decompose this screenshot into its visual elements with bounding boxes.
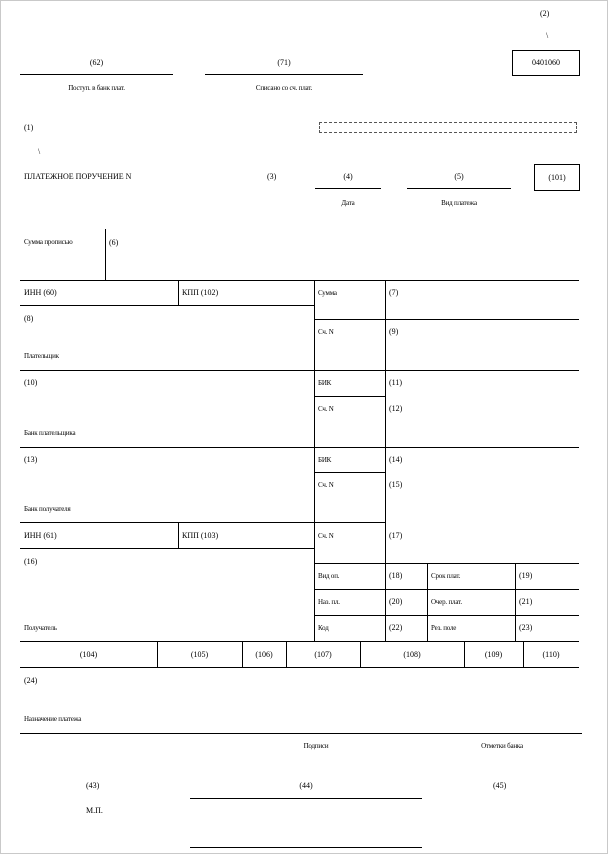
field-101-box[interactable] — [534, 164, 580, 191]
label-payer-account: Сч. N — [318, 328, 334, 336]
stamp-label: М.П. — [86, 806, 103, 815]
field-23[interactable]: (23) — [519, 623, 533, 632]
field-1: (1) — [24, 123, 34, 132]
grid-col-515 — [515, 563, 516, 641]
field-44[interactable]: (44) — [299, 781, 313, 790]
field-18[interactable]: (18) — [389, 571, 403, 580]
field-16[interactable]: (16) — [24, 557, 38, 566]
label-purpose-type: Наз. пл. — [318, 598, 340, 606]
grid-line-472 — [314, 472, 385, 473]
payer-inn[interactable]: ИНН (60) — [24, 288, 57, 297]
grid-line-615 — [314, 615, 579, 616]
field-24[interactable]: (24) — [24, 676, 38, 685]
label-due-date: Срок плат. — [431, 572, 461, 580]
label-recipient-bik: БИК — [318, 456, 332, 464]
label-recipient-account: Сч. N — [318, 532, 334, 540]
grid-col-427 — [427, 563, 428, 641]
label-payer-bank-account: Сч. N — [318, 405, 334, 413]
field-43: (43) — [86, 781, 100, 790]
field-4[interactable]: (4) — [343, 172, 353, 181]
inn-kpp-divider-2 — [178, 522, 179, 548]
label-code: Код — [318, 624, 329, 632]
grid-line-563 — [314, 563, 579, 564]
date-line — [315, 188, 381, 189]
grid-line-667 — [20, 667, 579, 668]
field-9[interactable]: (9) — [389, 327, 399, 336]
label-payer-bank: Банк плательщика — [24, 429, 76, 437]
field-105[interactable]: (105) — [190, 650, 209, 659]
field-110[interactable]: (110) — [542, 650, 560, 659]
grid-line-319 — [314, 319, 579, 320]
label-payer-bik: БИК — [318, 379, 332, 387]
payment-type-line — [407, 188, 511, 189]
label-signatures: Подписи — [303, 742, 329, 750]
form-title: ПЛАТЕЖНОЕ ПОРУЧЕНИЕ N — [24, 172, 132, 181]
field-109[interactable]: (109) — [484, 650, 503, 659]
inn-kpp-divider-1 — [178, 280, 179, 305]
label-amount-words: Сумма прописью — [24, 238, 73, 246]
field-14[interactable]: (14) — [389, 455, 403, 464]
label-sum: Сумма — [318, 289, 337, 297]
field-62[interactable]: (62) — [89, 58, 104, 67]
grid-line-548 — [20, 548, 314, 549]
field-2: (2) — [540, 9, 550, 18]
label-recipient-bank-account: Сч. N — [318, 481, 334, 489]
field-6[interactable]: (6) — [109, 238, 119, 247]
grid-col-385 — [385, 280, 386, 641]
field-107[interactable]: (107) — [314, 650, 332, 659]
field-19[interactable]: (19) — [519, 571, 533, 580]
grid-line-589 — [314, 589, 579, 590]
grid-line-396 — [314, 396, 385, 397]
label-date: Дата — [341, 199, 355, 207]
label-bank-marks: Отметки банка — [481, 742, 523, 750]
grid-line-280 — [20, 280, 579, 281]
field-71-line — [205, 74, 363, 75]
field-71[interactable]: (71) — [277, 58, 291, 67]
label-op-type: Вид оп. — [318, 572, 340, 580]
label-recipient: Получатель — [24, 624, 57, 632]
signature-line-1[interactable] — [190, 798, 422, 799]
slash-mark: \ — [38, 147, 41, 156]
field-17[interactable]: (17) — [389, 531, 403, 540]
label-payment-type: Вид платежа — [441, 199, 477, 207]
form-code: 0401060 — [532, 58, 560, 67]
field-8[interactable]: (8) — [24, 314, 34, 323]
field-7[interactable]: (7) — [389, 288, 399, 297]
grid-line-733 — [20, 733, 582, 734]
field-22[interactable]: (22) — [389, 623, 403, 632]
field-106[interactable]: (106) — [255, 650, 273, 659]
grid-line-522 — [20, 522, 385, 523]
grid-line-370 — [20, 370, 579, 371]
field-101: (101) — [548, 173, 566, 182]
label-payer: Плательщик — [24, 352, 59, 360]
signature-line-2[interactable] — [190, 847, 422, 848]
field-108[interactable]: (108) — [403, 650, 421, 659]
field-20[interactable]: (20) — [389, 597, 403, 606]
field-13[interactable]: (13) — [24, 455, 38, 464]
field-12[interactable]: (12) — [389, 404, 403, 413]
field-3[interactable]: (3) — [267, 172, 277, 181]
label-purpose: Назначение платежа — [24, 715, 82, 723]
grid-line-305 — [20, 305, 314, 306]
field-15[interactable]: (15) — [389, 480, 403, 489]
field-45: (45) — [493, 781, 507, 790]
label-received: Поступ. в банк плат. — [68, 84, 125, 92]
label-reserve: Рез. поле — [431, 624, 457, 632]
recipient-inn[interactable]: ИНН (61) — [24, 531, 57, 540]
field-21[interactable]: (21) — [519, 597, 533, 606]
field-62-line — [20, 74, 173, 75]
field-10[interactable]: (10) — [24, 378, 38, 387]
grid-col-314 — [314, 280, 315, 641]
grid-line-641 — [20, 641, 579, 642]
label-recipient-bank: Банк получателя — [24, 505, 71, 513]
label-debited: Списано со сч. плат. — [255, 84, 313, 92]
field-5[interactable]: (5) — [454, 172, 464, 181]
form-code-box — [512, 50, 580, 76]
field-104[interactable]: (104) — [79, 650, 98, 659]
slash-mark-top: \ — [546, 31, 549, 40]
label-priority: Очер. плат. — [431, 598, 462, 606]
amount-words-divider — [105, 229, 106, 280]
recipient-kpp[interactable]: КПП (103) — [182, 531, 219, 540]
payer-kpp[interactable]: КПП (102) — [182, 288, 219, 297]
field-11[interactable]: (11) — [389, 378, 403, 387]
grid-line-447 — [20, 447, 579, 448]
bank-stamp-dotted-field[interactable] — [319, 122, 577, 133]
